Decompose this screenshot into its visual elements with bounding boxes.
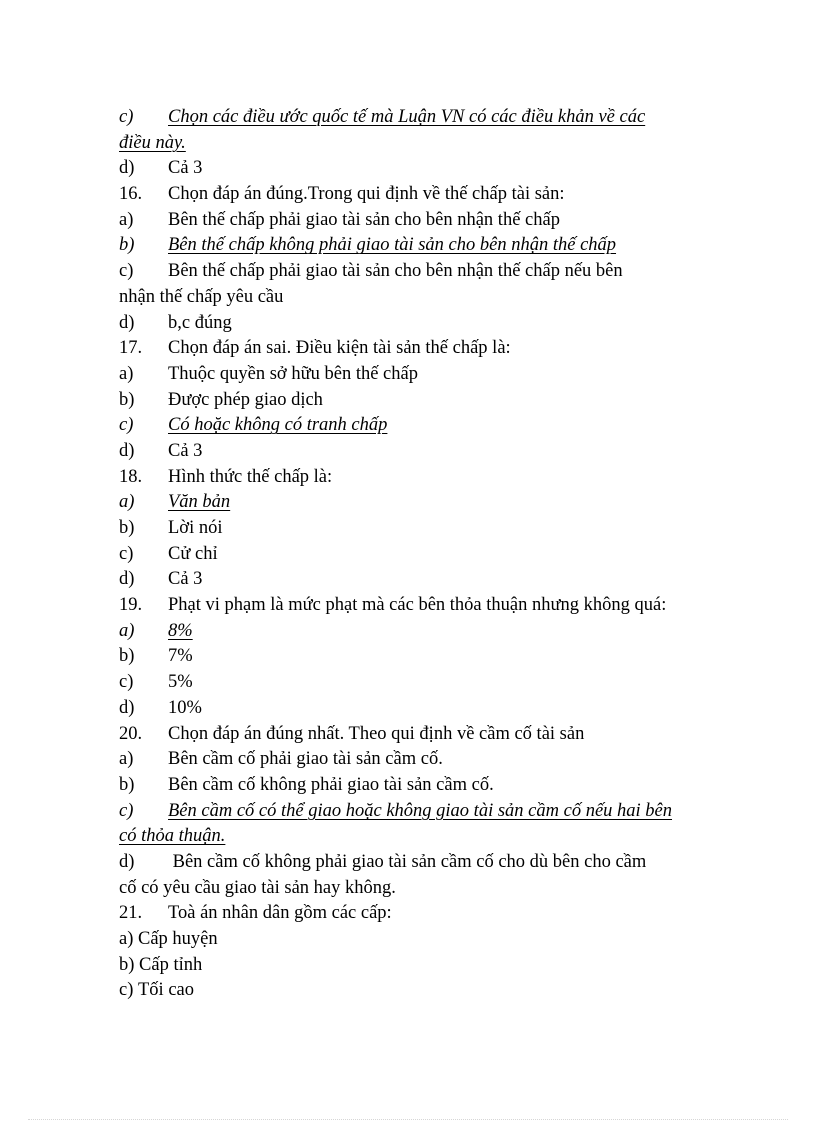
question-number: 21. [119,903,143,924]
option-label: d) [119,312,135,333]
option-label: c) [119,107,134,127]
option-label: c) [119,261,134,282]
option-text-correct: Bên cầm cố có thể giao hoặc không giao tài sản cầm cố nếu hai bên [168,800,673,821]
option-label: c) [119,672,134,693]
option-c-q16 [119,259,709,285]
question-number: 20. [119,723,143,744]
option-c-q18 [119,542,709,568]
option-text-continuation: có thỏa thuận. [119,826,226,847]
option-label: d) [119,569,135,590]
option-text: Cả 3 [168,440,203,461]
option-c-q19 [119,670,709,696]
option-label: d) [119,440,135,461]
option-label: c) [119,415,134,436]
option-c-q20 [119,799,709,825]
option-text: Cấp tỉnh [139,954,203,975]
option-label: d) [119,697,135,718]
option-d-q18 [119,567,709,593]
option-b-q19 [119,644,709,670]
option-label: b) [119,774,135,795]
option-d-q16 [119,311,709,337]
option-label: c) [119,543,134,564]
option-label: a) [119,620,135,641]
option-text: Bên cầm cố không phải giao tài sản cầm cố cho dù bên cho cầm [168,851,647,872]
option-text: Cấp huyện [138,929,218,949]
option-label: c) [119,800,134,821]
option-label: a) [119,492,135,513]
option-b-q18 [119,516,709,542]
option-label: a) [119,749,134,770]
question-19 [119,593,709,619]
option-text: Thuộc quyền sở hữu bên thế chấp [168,363,418,384]
option-text-correct: Bên thế chấp không phải giao tài sản cho bên nhận thế chấp [168,235,617,256]
option-text: Được phép giao dịch [168,389,323,410]
option-a-q20 [119,747,709,773]
question-text: Hình thức thế chấp là: [168,466,333,487]
option-a-q21 [119,927,709,953]
question-text: Toà án nhân dân gồm các cấp: [168,903,392,924]
option-text-continuation: nhận thế chấp yêu cầu [119,286,284,307]
question-text: Chọn đáp án đúng.Trong qui định về thế chấp tài sản: [168,184,565,205]
option-d-q17 [119,439,709,465]
option-text: Lời nói [168,518,223,538]
option-label: a) [119,363,134,384]
question-text: Phạt vi phạm là mức phạt mà các bên thỏa thuận nhưng không quá: [168,595,667,616]
option-d-q15 [119,156,709,182]
option-label: d) [119,851,135,872]
option-b-q17 [119,388,709,414]
option-text: Cử chỉ [168,543,218,564]
option-text: Cả 3 [168,569,203,590]
option-a-q17 [119,362,709,388]
option-label: a) [119,929,138,949]
option-c-q21 [119,978,709,1004]
option-text: Bên thế chấp phải giao tài sản cho bên nhận thế chấp [168,209,560,230]
option-text: b,c đúng [168,312,232,333]
option-text: 5% [168,672,193,693]
option-label: d) [119,158,135,179]
option-text: Tối cao [138,980,194,1001]
page-bottom-divider [28,1119,788,1120]
option-c-q17 [119,413,709,439]
option-b-q20 [119,773,709,799]
question-17 [119,336,709,362]
option-label: b) [119,235,135,256]
option-b-q21 [119,953,709,979]
question-16 [119,182,709,208]
option-text-continuation: điều này. [119,132,186,153]
option-text-correct: 8% [168,620,193,641]
option-text: 10% [168,697,202,718]
question-text: Chọn đáp án đúng nhất. Theo qui định về cầm cố tài sản [168,723,585,744]
question-20 [119,722,709,748]
option-text: Bên cầm cố không phải giao tài sản cầm cố. [168,774,494,795]
question-21 [119,901,709,927]
option-d-q19 [119,696,709,722]
option-b-q16 [119,233,709,259]
option-text: 7% [168,646,193,667]
option-label: b) [119,646,135,667]
option-label: b) [119,389,135,410]
question-text: Chọn đáp án sai. Điều kiện tài sản thế chấp là: [168,338,511,359]
option-text: Cả 3 [168,158,203,179]
question-18 [119,465,709,491]
option-text-continuation: cố có yêu cầu giao tài sản hay không. [119,877,396,898]
option-a-q18 [119,490,709,516]
option-text-correct: Có hoặc không có tranh chấp [168,415,388,436]
question-number: 19. [119,595,143,616]
option-d-q20 [119,850,709,876]
option-a-q16 [119,208,709,234]
option-text: Bên cầm cố phải giao tài sản cầm cố. [168,749,443,770]
option-label: b) [119,954,140,975]
option-label: c) [119,980,138,1001]
option-text-correct: Văn bản [168,492,231,513]
option-a-q19 [119,619,709,645]
question-number: 18. [119,466,143,487]
option-label: a) [119,209,134,230]
option-c-q15 [119,105,709,131]
question-number: 17. [119,338,143,359]
option-text: Bên thế chấp phải giao tài sản cho bên nhận thế chấp nếu bên [168,261,623,282]
question-number: 16. [119,184,143,205]
quiz-content [119,105,709,1004]
option-text-correct: Chọn các điều ước quốc tế mà Luận VN có các điều khản về các [168,107,646,127]
option-label: b) [119,518,135,538]
